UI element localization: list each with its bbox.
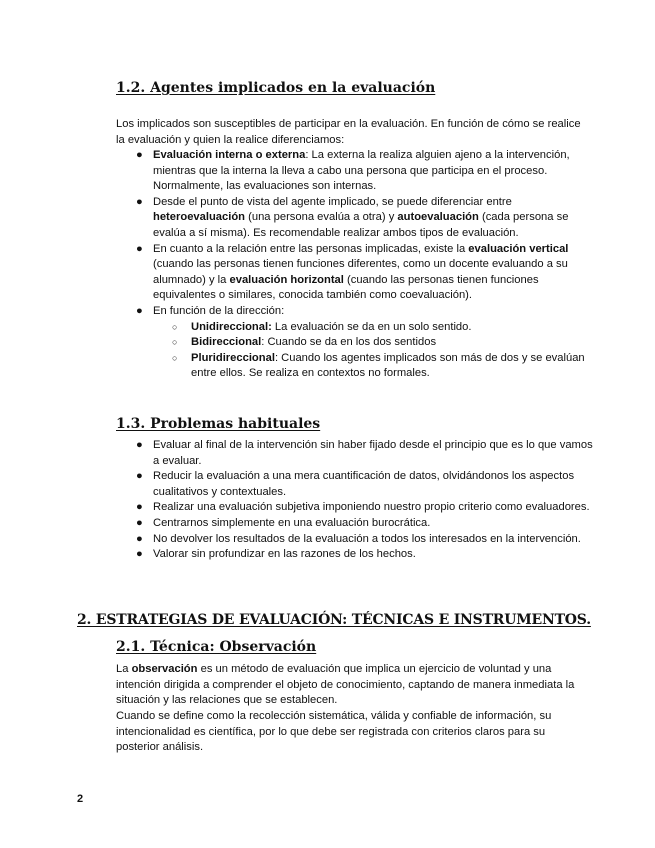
list-item: ● Evaluar al final de la intervención sin haber fijado desde el principio que es lo que vamos a evaluar.: [136, 439, 593, 467]
bullet-disc: ●: [136, 242, 143, 255]
agentes-list: [116, 148, 594, 382]
list-item: ● En función de la dirección: ○ Unidireccional: La evaluación se da en un solo sentido. ○ Bidireccional: Cuando se da en los dos sentidos ○ Pluridireccional: Cuando los agentes implicados son más de dos y se evalúan entre ellos. Se realiza en contextos no formales.: [116, 304, 594, 382]
list-item: ● Realizar una evaluación subjetiva imponiendo nuestro propio criterio como evaluadores.: [116, 500, 594, 516]
list-item: ● Evaluación interna o externa: La externa la realiza alguien ajeno a la intervención, mientras que la interna la lleva a cabo una persona que participa en el proceso. Normalmente, las evaluaciones son internas.: [136, 149, 570, 193]
bullet-circle: ○: [172, 337, 178, 348]
bullet-disc: ●: [136, 195, 143, 208]
bullet-circle: ○: [172, 352, 178, 363]
term-observacion: observación: [131, 663, 198, 675]
bullet-disc: ●: [136, 516, 143, 529]
bullet-circle: ○: [172, 321, 178, 332]
heading-agentes-implicados: 1.2. Agentes implicados en la evaluación: [116, 80, 436, 96]
term-autoevaluacion: autoevaluación: [397, 211, 479, 224]
term-unidireccional: Unidireccional:: [191, 320, 272, 333]
term-evaluacion-vertical: evaluación vertical: [468, 242, 569, 255]
observacion-paragraph: La observación es un método de evaluación que implica un ejercicio de voluntad y una intención dirigida a comprender el objeto de conocimiento, captando de manera inmediata la situación y las relaciones que se establecen.: [116, 663, 575, 707]
list-item: ● En cuanto a la relación entre las personas implicadas, existe la evaluación vertical (cuando las personas tienen funciones diferentes, como un docente evaluando a su alumnado) y la evaluación horizontal (cuando las personas tienen funciones equivalentes o similares, conocida también como coevaluación).: [136, 242, 569, 302]
definicion-paragraph: Cuando se define como la recolección sistemática, válida y confiable de información, su intencionalidad es científica, por lo que debe ser registrada con criterios claros para su posterior análisis.: [116, 710, 552, 754]
sublist-item: ○ Unidireccional: La evaluación se da en un solo sentido.: [116, 320, 594, 336]
list-item: ● Desde el punto de vista del agente implicado, se puede diferenciar entre heteroevaluación (una persona evalúa a otra) y autoevaluación (cada persona se evalúa a sí misma). Es recomendable realizar ambos tipos de evaluación.: [136, 195, 569, 239]
list-item: ● Reducir la evaluación a una mera cuantificación de datos, olvidándonos los aspectos cualitativos y contextuales.: [136, 470, 575, 498]
heading-estrategias-evaluacion: 2. ESTRATEGIAS DE EVALUACIÓN: TÉCNICAS E INSTRUMENTOS.: [77, 612, 591, 628]
bullet-disc: ●: [136, 532, 143, 545]
term-bidireccional: Bidireccional: [191, 336, 262, 349]
page-number: 2: [77, 793, 84, 805]
list-item: ● Centrarnos simplemente en una evaluación burocrática.: [116, 516, 594, 532]
problemas-list: [116, 438, 594, 563]
term-evaluacion-interna-externa: Evaluación interna o externa: [153, 149, 306, 161]
list-item: ● No devolver los resultados de la evaluación a todos los interesados en la intervención.: [116, 532, 594, 548]
bullet-disc: ●: [136, 548, 143, 561]
term-pluridireccional: Pluridireccional: [191, 351, 275, 364]
direccion-sublist: [153, 320, 594, 382]
heading-tecnica-observacion: 2.1. Técnica: Observación: [116, 639, 317, 655]
bullet-disc: ●: [136, 470, 143, 483]
list-item: ● Valorar sin profundizar en las razones de los hechos.: [116, 547, 594, 563]
term-heteroevaluacion: heteroevaluación: [153, 211, 246, 224]
bullet-disc: ●: [136, 149, 143, 161]
bullet-disc: ●: [136, 501, 143, 514]
sublist-item: ○ Pluridireccional: Cuando los agentes implicados son más de dos y se evalúan entre ellos. Se realiza en contextos no formales.: [172, 351, 585, 380]
heading-problemas-habituales: 1.3. Problemas habituales: [116, 416, 321, 432]
bullet-disc: ●: [136, 304, 143, 317]
sublist-item: ○ Bidireccional: Cuando se da en los dos sentidos: [116, 335, 594, 351]
bullet-disc: ●: [136, 439, 143, 451]
intro-paragraph: Los implicados son susceptibles de participar en la evaluación. En función de cómo se realice la evaluación y quien la realice diferenciamos:: [116, 118, 581, 146]
term-evaluacion-horizontal: evaluación horizontal: [229, 273, 344, 286]
